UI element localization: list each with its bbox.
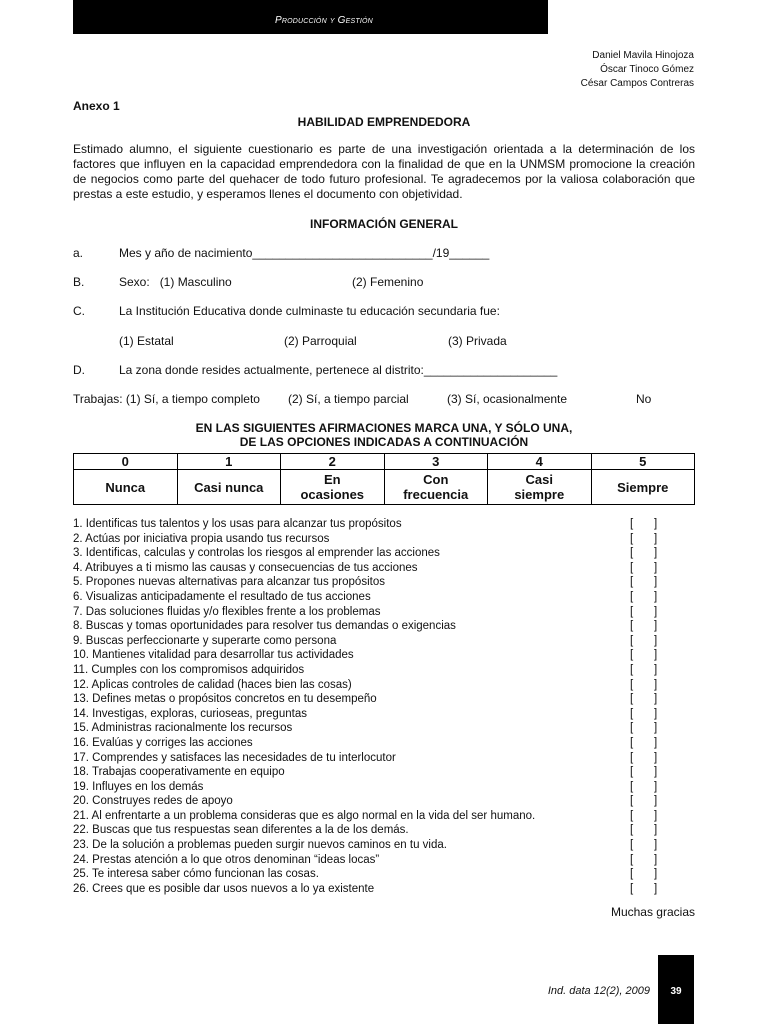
school-option-parochial[interactable]: (2) Parroquial <box>284 334 357 348</box>
scale-value: 3 <box>384 454 488 470</box>
section-title: Producción y Gestión <box>275 15 373 26</box>
statement-row <box>73 823 695 838</box>
statement-row <box>73 721 695 736</box>
answer-bracket-open[interactable]: [ <box>630 678 634 691</box>
work-option-full-time[interactable]: Trabajas: (1) Sí, a tiempo completo <box>73 392 260 406</box>
statement-row <box>73 751 695 766</box>
statement-row <box>73 692 695 707</box>
answer-bracket-close[interactable]: ] <box>654 547 658 560</box>
answer-bracket-open[interactable]: [ <box>630 649 634 662</box>
scale-value: 5 <box>591 454 695 470</box>
answer-bracket-close[interactable]: ] <box>654 590 658 603</box>
answer-bracket-open[interactable]: [ <box>630 547 634 560</box>
item-letter: C. <box>73 304 85 318</box>
author-name: Óscar Tinoco Gómez <box>600 64 694 75</box>
statement-row <box>73 780 695 795</box>
district-field[interactable]: La zona donde resides actualmente, pertenece al distrito:____________________ <box>119 363 558 377</box>
statement-row <box>73 561 695 576</box>
statement-text: 23. De la solución a problemas pueden surgir nuevos caminos en tu vida. <box>73 839 447 852</box>
answer-bracket-open[interactable]: [ <box>630 634 634 647</box>
answer-bracket-close[interactable]: ] <box>654 693 658 706</box>
statement-row <box>73 605 695 620</box>
statement-text: 3. Identificas, calculas y controlas los riesgos al emprender las acciones <box>73 547 440 560</box>
statement-text: 4. Atribuyes a ti mismo las causas y consecuencias de tus acciones <box>73 561 418 574</box>
sex-option-male[interactable]: Sexo: (1) Masculino <box>119 275 232 289</box>
scale-value: 1 <box>177 454 281 470</box>
rating-scale-table <box>73 453 695 505</box>
statement-text: 24. Prestas atención a lo que otros denominan “ideas locas” <box>73 853 380 866</box>
statement-text: 7. Das soluciones fluidas y/o flexibles frente a los problemas <box>73 605 381 618</box>
answer-bracket-close[interactable]: ] <box>654 751 658 764</box>
answer-bracket-open[interactable]: [ <box>630 722 634 735</box>
scale-label: En ocasiones <box>281 470 385 505</box>
answer-bracket-open[interactable]: [ <box>630 882 634 895</box>
answer-bracket-close[interactable]: ] <box>654 780 658 793</box>
answer-bracket-open[interactable]: [ <box>630 693 634 706</box>
scale-value: 4 <box>488 454 592 470</box>
author-name: César Campos Contreras <box>580 78 694 89</box>
sex-option-female[interactable]: (2) Femenino <box>352 275 424 289</box>
journal-citation: Ind. data 12(2), 2009 <box>547 985 650 997</box>
statement-row <box>73 619 695 634</box>
answer-bracket-close[interactable]: ] <box>654 882 658 895</box>
answer-bracket-open[interactable]: [ <box>630 824 634 837</box>
statement-row <box>73 838 695 853</box>
statement-text: 25. Te interesa saber cómo funcionan las cosas. <box>73 868 319 881</box>
author-name: Daniel Mavila Hinojoza <box>592 50 694 61</box>
statement-text: 15. Administras racionalmente los recursos <box>73 722 293 735</box>
answer-bracket-open[interactable]: [ <box>630 518 634 530</box>
birth-date-field[interactable]: Mes y año de nacimiento___________________________/19______ <box>119 246 490 260</box>
header-bar <box>73 0 548 34</box>
answer-bracket-open[interactable]: [ <box>630 707 634 720</box>
statement-text: 8. Buscas y tomas oportunidades para resolver tus demandas o exigencias <box>73 620 456 633</box>
answer-bracket-close[interactable]: ] <box>654 795 658 808</box>
answer-bracket-close[interactable]: ] <box>654 605 658 618</box>
statement-text: 18. Trabajas cooperativamente en equipo <box>73 766 285 779</box>
statement-row <box>73 809 695 824</box>
instructions <box>73 421 695 449</box>
answer-bracket-close[interactable]: ] <box>654 663 658 676</box>
answer-bracket-open[interactable]: [ <box>630 795 634 808</box>
intro-paragraph: Estimado alumno, el siguiente cuestionario es parte de una investigación orientada a la determinación de los factores que influyen en la capacidad emprendedora con la finalidad de que en la UNMSM promocione la creación de negocios como parte del quehacer de todo futuro profesional. Te agradecemos por la valiosa colaboración que prestas a este estudio, y esperamos llenes el documento con objetividad. <box>73 142 695 201</box>
statement-row <box>73 853 695 868</box>
statement-row <box>73 532 695 547</box>
statement-row <box>73 663 695 678</box>
page-number: 39 <box>670 986 682 997</box>
school-question: La Institución Educativa donde culminaste tu educación secundaria fue: <box>119 304 500 318</box>
answer-bracket-close[interactable]: ] <box>654 853 658 866</box>
statement-text: 16. Evalúas y corriges las acciones <box>73 736 253 749</box>
statement-text: 14. Investigas, exploras, curioseas, preguntas <box>73 707 307 720</box>
answer-bracket-close[interactable]: ] <box>654 634 658 647</box>
answer-bracket-open[interactable]: [ <box>630 532 634 545</box>
answer-bracket-open[interactable]: [ <box>630 751 634 764</box>
answer-bracket-close[interactable]: ] <box>654 824 658 837</box>
statement-text: 26. Crees que es posible dar usos nuevos a lo ya existente <box>73 882 375 895</box>
author-list <box>581 49 694 91</box>
answer-bracket-open[interactable]: [ <box>630 809 634 822</box>
statement-row <box>73 707 695 722</box>
item-letter: B. <box>73 275 85 289</box>
scale-label: Con frecuencia <box>384 470 488 505</box>
answer-bracket-open[interactable]: [ <box>630 620 634 633</box>
statement-row <box>73 882 695 897</box>
work-option-part-time[interactable]: (2) Sí, a tiempo parcial <box>288 392 409 406</box>
answer-bracket-open[interactable]: [ <box>630 868 634 881</box>
answer-bracket-close[interactable]: ] <box>654 678 658 691</box>
scale-label: Nunca <box>74 470 178 505</box>
answer-bracket-close[interactable]: ] <box>654 809 658 822</box>
school-option-private[interactable]: (3) Privada <box>448 334 507 348</box>
instruction-line: DE LAS OPCIONES INDICADAS A CONTINUACIÓN <box>239 435 529 449</box>
answer-bracket-open[interactable]: [ <box>630 590 634 603</box>
general-info-title: INFORMACIÓN GENERAL <box>310 217 458 231</box>
answer-bracket-close[interactable]: ] <box>654 868 658 881</box>
statement-text: 11. Cumples con los compromisos adquiridos <box>73 663 305 676</box>
answer-bracket-open[interactable]: [ <box>630 605 634 618</box>
statement-text: 2. Actúas por iniciativa propia usando tus recursos <box>73 532 330 545</box>
statement-row <box>73 736 695 751</box>
page-number-box <box>658 955 694 1024</box>
statement-text: 5. Propones nuevas alternativas para alcanzar tus propósitos <box>73 576 385 589</box>
scale-label: Siempre <box>591 470 695 505</box>
item-letter: a. <box>73 246 84 260</box>
statement-row <box>73 546 695 561</box>
answer-bracket-close[interactable]: ] <box>654 722 658 735</box>
scale-value: 2 <box>281 454 385 470</box>
work-option-occasional[interactable]: (3) Sí, ocasionalmente <box>447 392 568 406</box>
answer-bracket-open[interactable]: [ <box>630 736 634 749</box>
scale-label: Casi nunca <box>177 470 281 505</box>
answer-bracket-open[interactable]: [ <box>630 561 634 574</box>
statement-text: 13. Defines metas o propósitos concretos en tu desempeño <box>73 693 377 706</box>
answer-bracket-open[interactable]: [ <box>630 766 634 779</box>
statement-text: 19. Influyes en los demás <box>73 780 204 793</box>
answer-bracket-close[interactable]: ] <box>654 561 658 574</box>
instruction-line: EN LAS SIGUIENTES AFIRMACIONES MARCA UNA, Y SÓLO UNA, <box>195 421 573 435</box>
statement-text: 22. Buscas que tus respuestas sean diferentes a la de los demás. <box>73 824 409 837</box>
answer-bracket-close[interactable]: ] <box>654 620 658 633</box>
statement-row <box>73 867 695 882</box>
scale-value: 0 <box>74 454 178 470</box>
answer-bracket-close[interactable]: ] <box>654 576 658 589</box>
annex-label: Anexo 1 <box>73 99 120 113</box>
statement-text: 9. Buscas perfeccionarte y superarte como persona <box>73 634 337 647</box>
statement-list <box>73 517 695 896</box>
statement-row <box>73 634 695 649</box>
answer-bracket-close[interactable]: ] <box>654 518 658 530</box>
answer-bracket-close[interactable]: ] <box>654 839 658 852</box>
statement-row <box>73 517 695 532</box>
answer-bracket-close[interactable]: ] <box>654 736 658 749</box>
statement-text: 6. Visualizas anticipadamente el resultado de tus acciones <box>73 590 371 603</box>
statement-row <box>73 765 695 780</box>
answer-bracket-close[interactable]: ] <box>654 532 658 545</box>
statement-text: 1. Identificas tus talentos y los usas para alcanzar tus propósitos <box>73 518 402 530</box>
answer-bracket-open[interactable]: [ <box>630 576 634 589</box>
statement-row <box>73 678 695 693</box>
statement-text: 10. Mantienes vitalidad para desarrollar tus actividades <box>73 649 354 662</box>
statement-text: 21. Al enfrentarte a un problema consideras que es algo normal en la vida del ser humano. <box>73 809 536 822</box>
statement-text: 12. Aplicas controles de calidad (haces bien las cosas) <box>73 678 352 691</box>
answer-bracket-close[interactable]: ] <box>654 766 658 779</box>
statement-text: 20. Construyes redes de apoyo <box>73 795 233 808</box>
statement-row <box>73 590 695 605</box>
answer-bracket-close[interactable]: ] <box>654 707 658 720</box>
statement-row <box>73 648 695 663</box>
answer-bracket-open[interactable]: [ <box>630 663 634 676</box>
document-title: HABILIDAD EMPRENDEDORA <box>297 115 471 129</box>
statement-text: 17. Comprendes y satisfaces las necesidades de tu interlocutor <box>73 751 396 764</box>
answer-bracket-close[interactable]: ] <box>654 649 658 662</box>
work-option-no[interactable]: No <box>636 392 652 406</box>
answer-bracket-open[interactable]: [ <box>630 839 634 852</box>
thanks-text: Muchas gracias <box>610 905 695 919</box>
answer-bracket-open[interactable]: [ <box>630 853 634 866</box>
school-option-state[interactable]: (1) Estatal <box>119 334 174 348</box>
scale-label: Casi siempre <box>488 470 592 505</box>
statement-row <box>73 794 695 809</box>
item-letter: D. <box>73 363 85 377</box>
answer-bracket-open[interactable]: [ <box>630 780 634 793</box>
statement-row <box>73 575 695 590</box>
